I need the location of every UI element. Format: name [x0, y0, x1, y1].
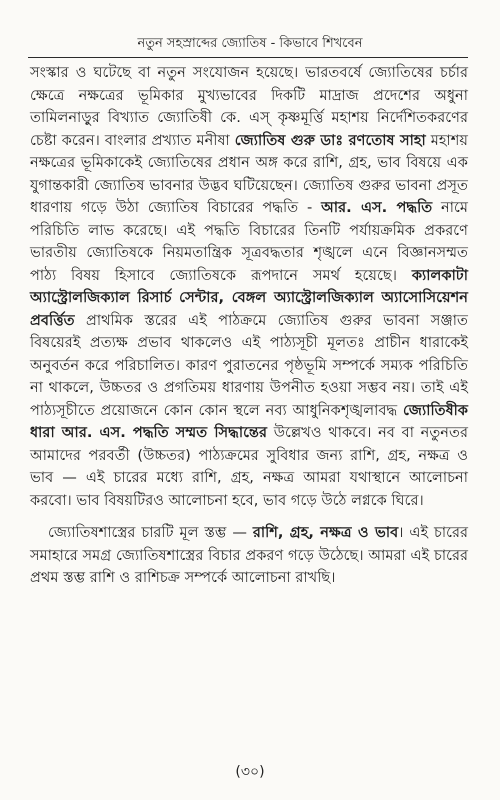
paragraph-1-text-e: নামে পরিচিতি লাভ করেছে। এই পদ্ধতি বিচারের তিনটি পর্যায়ক্রমিক প্রকরণে ভারতীয় জ্যোতিষকে নিয়মতান্ত্রিক সূত্রবদ্ধতার শৃঙ্খলে এনে বিজ্ঞানসম্মত পাঠ্য বিষয় হিসাবে জ্যোতিষকে রূপদানে সমর্থ হয়েছে। [30, 199, 468, 284]
paragraph-1 [30, 62, 468, 512]
paragraph-2-text-a: জ্যোতিষশাস্ত্রের চারটি মূল স্তম্ভ — [48, 524, 253, 541]
paragraph-2-emphasis-pillars: রাশি, গ্রহ, নক্ষত্র ও ভাব [252, 524, 399, 541]
paragraph-2 [30, 522, 468, 590]
paragraph-1-emphasis-system: জ্যোতিষীক ধারা আর. এস. পদ্ধতি সম্মত সিদ্ধান্তের [30, 401, 468, 441]
paragraph-2-text-c: । এই চারের সমাহারে সমগ্র জ্যোতিষশাস্ত্রের বিচার প্রকরণ গড়ে উঠেছে। আমরা এই চারের প্রথম স্তম্ভ রাশি ও রাশিচক্র সম্পর্কে আলোচনা রাখছি। [30, 524, 468, 586]
paragraph-1-emphasis-method: আর. এস. পদ্ধতি [321, 199, 433, 216]
paragraph-1-emphasis-institute: ক্যালকাটা অ্যাস্ট্রোলজিক্যাল রিসার্চ সেন্টার, বেঙ্গল অ্যাস্ট্রোলজিক্যাল অ্যাসোসিয়েশন প্রবর্ত্তিত [30, 266, 468, 329]
page-body [30, 62, 468, 600]
paragraph-1-text-c: মহাশয় নক্ষত্রের ভূমিকাকেই জ্যোতিষের প্রধান অঙ্গ করে রাশি, গ্রহ, ভাব বিষয়ে এক যুগান্তকারী জ্যোতিষ ভাবনার উদ্ভব ঘটিয়েছেন। জ্যোতিষ গুরুর ভাবনা প্রসূত ধারণায় গড়ে উঠা জ্যোতিষ বিচারের পদ্ধতি - [30, 131, 469, 216]
paragraph-1-text-g: প্রাথমিক স্তরের এই পাঠক্রমে জ্যোতিষ গুরুর ভাবনা সঞ্জাত বিষয়েরই প্রত্যক্ষ প্রভাব থাকলেও এই পাঠ্যসূচী মূলতঃ প্রাচীন ধারাকেই অনুবর্তন করে পরিচালিত। কারণ পুরাতনের পৃষ্ঠভূমি সম্পর্কে সম্যক পরিচিতি না থাকলে, উচ্চতর ও প্রগতিময় ধারণায় উপনীত হওয়া সম্ভব নয়। তাই এই পাঠ্যসূচীতে প্রয়োজনে কোন কোন স্থলে নব্য আধুনিকশৃঙ্খলাবদ্ধ [30, 311, 468, 419]
page-number: (৩০) [235, 764, 265, 780]
paragraph-1-text-i: উল্লেখও থাকবে। নব বা নতুনতর আমাদের পরবর্তী (উচ্চতর) পাঠ্যক্রমের সুবিধার জন্য রাশি, গ্রহ, নক্ষত্র ও ভাব — এই চারের মধ্যে রাশি, গ্রহ, নক্ষত্র আমরা যথাস্থানে আলোচনা করবো। ভাব বিষয়টিরও আলোচনা হবে, ভাব গড়ে উঠে লগ্নকে ঘিরে। [30, 424, 468, 509]
paragraph-1-text-a: সংস্কার ও ঘটেছে বা নতুন সংযোজন হয়েছে। ভারতবর্ষে জ্যোতিষের চর্চার ক্ষেত্রে নক্ষত্রের ভূমিকার মুখ্যভাবের দিকটি মাদ্রাজ প্রদেশের অধুনা তামিলনাড়ুর বিখ্যাত জ্যোতিষী কে. এস্ কৃষ্ণমূর্ত্তি মহাশয় নির্দেশিতকরণের চেষ্টা করেন। বাংলার প্রখ্যাত মনীষা [30, 64, 468, 149]
running-header: নতুন সহস্রাব্দের জ্যোতিষ - কিভাবে শিখবেন [137, 36, 363, 51]
header-rule [28, 57, 468, 58]
paragraph-1-emphasis-guru: জ্যোতিষ গুরু ডাঃ রণতোষ সাহা [234, 131, 426, 149]
